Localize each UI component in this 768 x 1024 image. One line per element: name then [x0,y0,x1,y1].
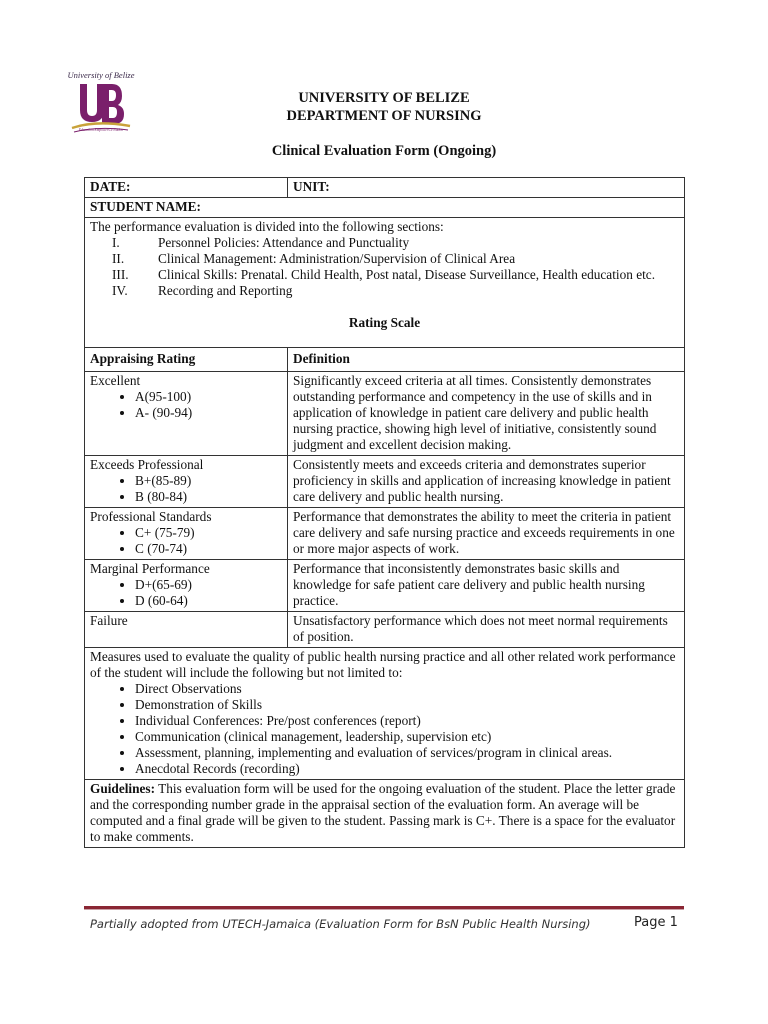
definition-cell: Unsatisfactory performance which does not meet normal requirements of position. [288,612,685,648]
rating-header-row [85,348,685,372]
table-row [85,372,685,456]
logo-top-text: University of Belize [67,70,135,80]
section-number: IV. [112,283,128,298]
rating-name: Excellent [90,373,141,388]
list-item: • C+ (75-79) [135,525,282,541]
footer-source-note: Partially adopted from UTECH-Jamaica (Evaluation Form for BsN Public Health Nursing) [90,917,591,931]
definition-cell: Performance that inconsistently demonstrates basic skills and knowledge for safe patient care delivery and public health nursing practice. [288,560,685,612]
table-row [85,508,685,560]
guidelines-label: Guidelines: [90,781,156,796]
rating-scale-title: Rating Scale [348,315,421,330]
list-item: • Communication (clinical management, leadership, supervision etc) [135,729,679,745]
grade-list [90,525,282,557]
section-number: I. [112,235,120,250]
sections-intro: The performance evaluation is divided into the following sections: [90,219,444,234]
definition-cell: Consistently meets and exceeds criteria and demonstrates superior proficiency in skills and application of increasing knowledge in patient care delivery and public health nursing. [288,456,685,508]
department-name: DEPARTMENT OF NURSING [286,108,482,124]
appraising-rating-header: Appraising Rating [85,348,288,372]
definition-header: Definition [288,348,685,372]
list-item: • C (70-74) [135,541,282,557]
list-item: • B+(85-89) [135,473,282,489]
table-row [85,612,685,648]
rating-name: Exceeds Professional [90,457,204,472]
list-item: • D+(65-69) [135,577,282,593]
list-item [90,283,679,299]
page-number: Page 1 [634,915,678,930]
rating-cell [85,508,288,560]
student-name-label: STUDENT NAME: [90,199,201,214]
date-unit-row [85,178,685,198]
list-item: • Demonstration of Skills [135,697,679,713]
definition-cell: Performance that demonstrates the ability to meet the criteria in patient care delivery and safe nursing practice and exceeds requirements in one or more major aspects of work. [288,508,685,560]
measures-intro: Measures used to evaluate the quality of public health nursing practice and all other related work performance of the student will include the following but not limited to: [90,649,676,680]
section-text: Clinical Skills: Prenatal. Child Health, Post natal, Disease Surveillance, Health education etc. [158,267,656,282]
rating-cell [85,456,288,508]
form-title: Clinical Evaluation Form (Ongoing) [271,143,497,159]
measures-list [90,681,679,777]
list-item: • Direct Observations [135,681,679,697]
list-item [90,251,679,267]
list-item [90,235,679,251]
guidelines-row [85,780,685,848]
section-text: Recording and Reporting [158,283,293,298]
table-row [85,456,685,508]
grade-list [90,389,282,421]
list-item: • B (80-84) [135,489,282,505]
measures-row [85,648,685,780]
unit-field[interactable] [288,178,685,198]
rating-name: Professional Standards [90,509,212,524]
footer-divider [84,906,684,910]
list-item: • A- (90-94) [135,405,282,421]
evaluation-form-table [84,177,685,848]
table-row [85,560,685,612]
rating-name: Failure [90,613,128,628]
definition-cell: Significantly exceed criteria at all times. Consistently demonstrates outstanding performance and competency in the use of skills and in application of knowledge in patient care delivery and public health nursing practice, showing high level of initiative, consistently sound judgment and excellent decision making. [288,372,685,456]
guidelines-text: This evaluation form will be used for the ongoing evaluation of the student. Place the letter grade and the corresponding number grade in the appraisal section of the evaluation form. An average will be computed and a final grade will be given to the student. Passing mark is C+. There is a space for the evaluator to make comments. [90,781,676,844]
sections-list [90,235,679,299]
sections-cell [85,218,685,348]
section-number: II. [112,251,125,266]
section-text: Personnel Policies: Attendance and Punctuality [158,235,410,250]
date-field[interactable] [85,178,288,198]
rating-name: Marginal Performance [90,561,210,576]
student-name-row [85,198,685,218]
measures-cell [85,648,685,780]
list-item: • D (60-64) [135,593,282,609]
rating-cell [85,560,288,612]
grade-list [90,473,282,505]
guidelines-cell [85,780,685,848]
list-item: • Anecdotal Records (recording) [135,761,679,777]
university-name: UNIVERSITY OF BELIZE [298,90,470,106]
rating-cell [85,372,288,456]
sections-row [85,218,685,348]
section-number: III. [112,267,129,282]
rating-cell [85,612,288,648]
list-item: • Assessment, planning, implementing and evaluation of services/program in clinical areas. [135,745,679,761]
list-item [90,267,679,283]
grade-list [90,577,282,609]
list-item: • Individual Conferences: Pre/post conferences (report) [135,713,679,729]
logo-motto: Education Empowers a Nation [78,128,124,132]
student-name-field[interactable] [85,198,685,218]
date-label: DATE: [90,179,131,194]
list-item: • A(95-100) [135,389,282,405]
unit-label: UNIT: [293,179,330,194]
section-text: Clinical Management: Administration/Supervision of Clinical Area [158,251,516,266]
